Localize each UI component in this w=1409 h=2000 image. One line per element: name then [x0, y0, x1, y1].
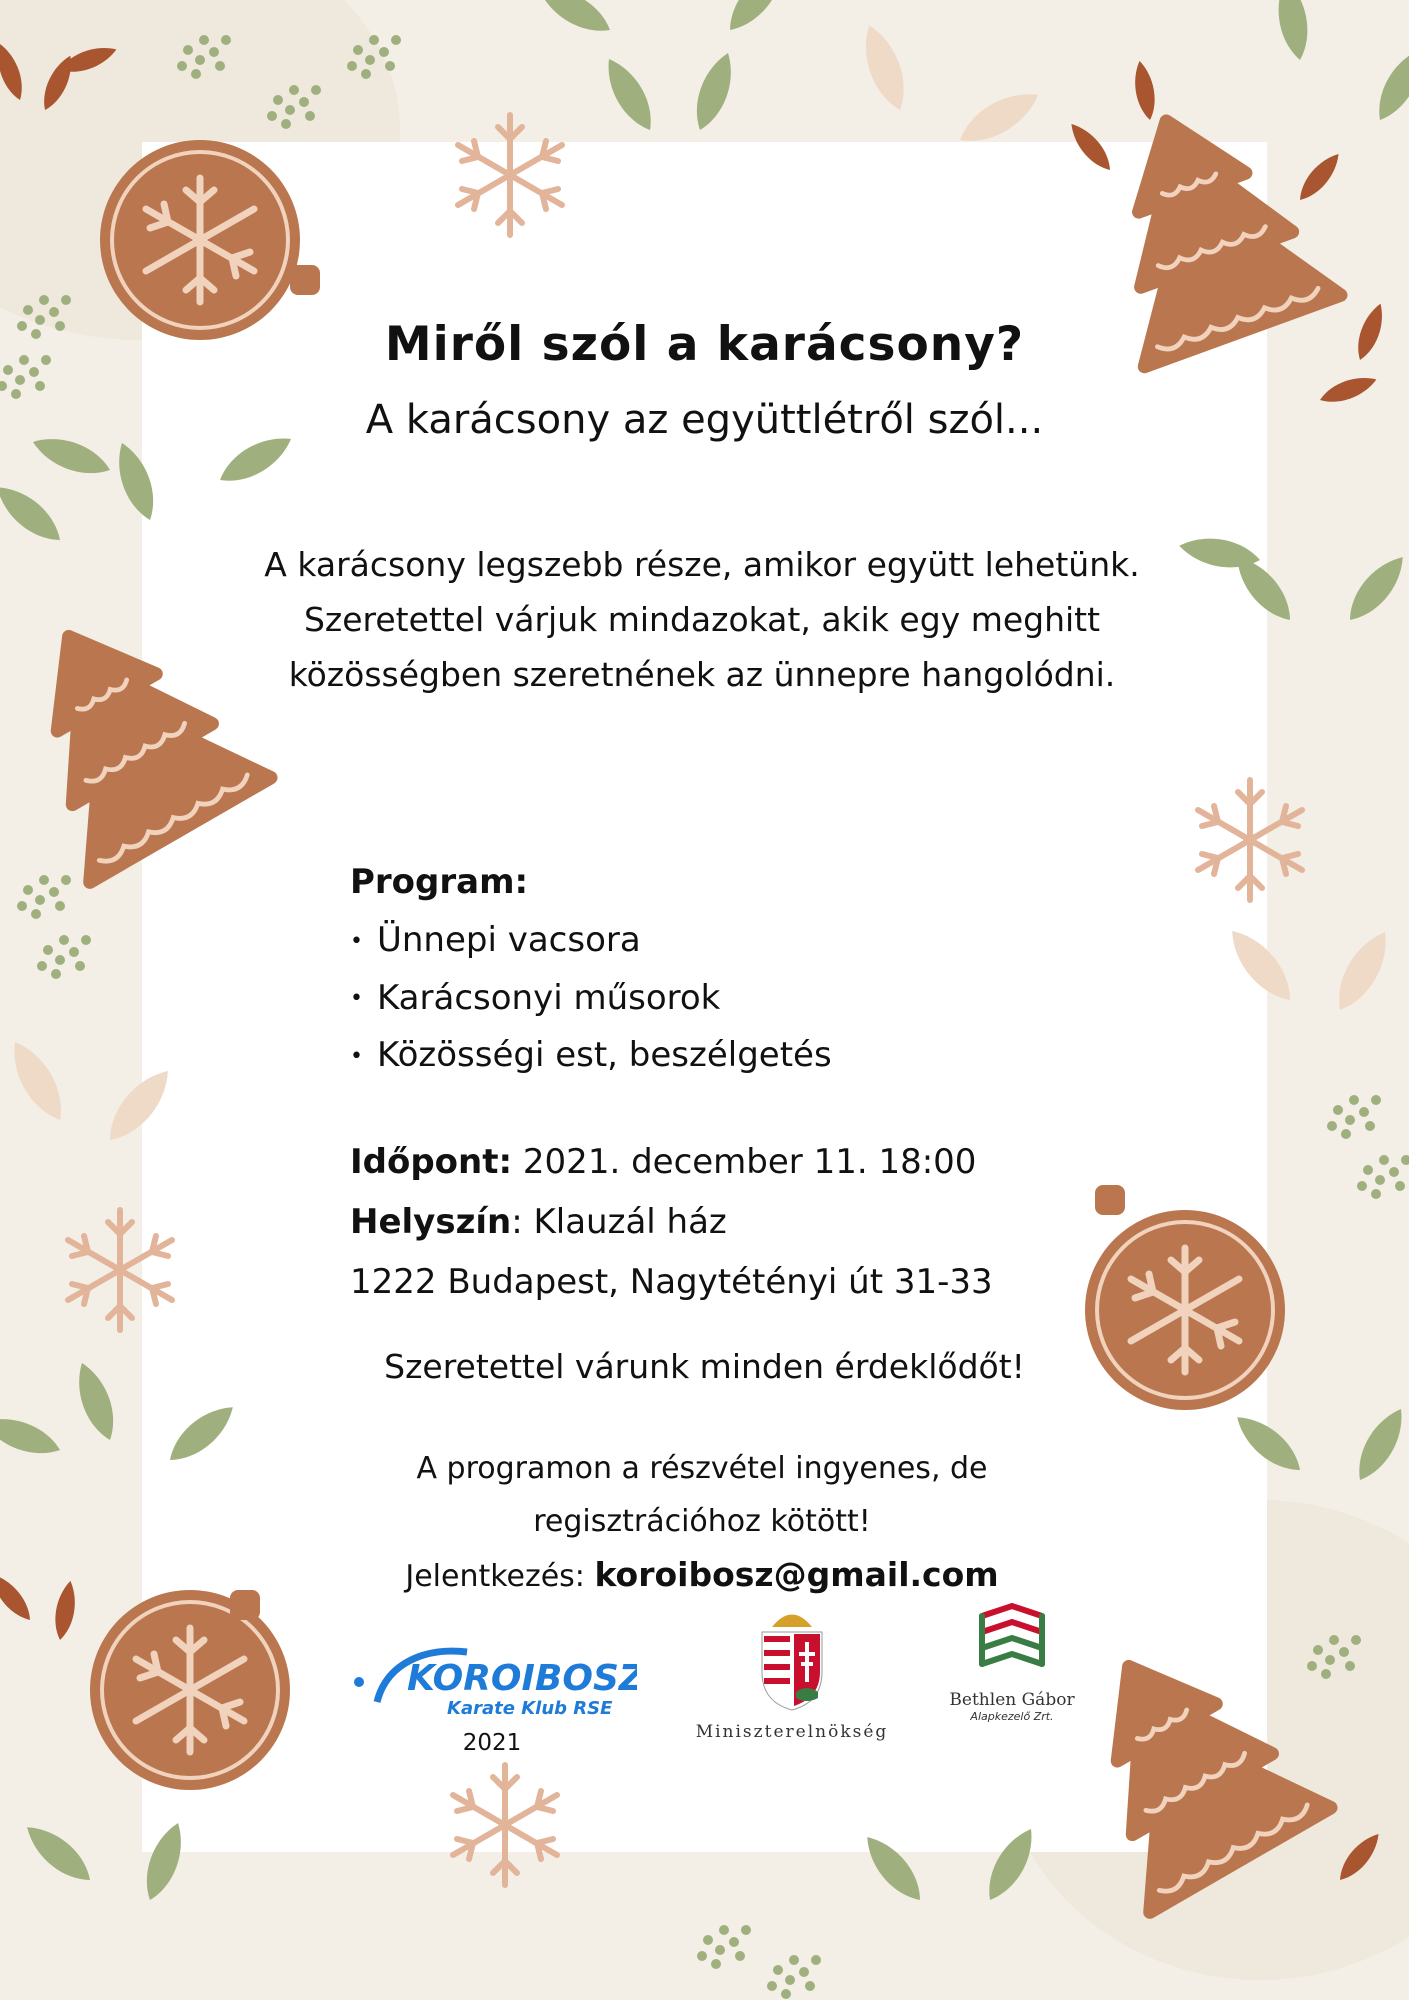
registration-line: A programon a részvétel ingyenes, de regisztrációhoz kötött!: [416, 1451, 988, 1539]
place-label: Helyszín: [350, 1202, 512, 1242]
koroibosz-sub: Karate Klub RSE: [447, 1698, 613, 1719]
program-item: • Közösségi est, beszélgetés: [350, 1027, 832, 1085]
intro-line: Szeretettel várjuk mindazokat, akik egy meghitt közösségben szeretnének az ünnepre hangolódni.: [288, 600, 1116, 694]
bethlen-mark-icon: [972, 1602, 1052, 1682]
address: 1222 Budapest, Nagytétényi út 31-33: [350, 1262, 993, 1302]
registration-contact: [312, 1548, 1092, 1603]
place-row: [350, 1192, 993, 1252]
invitation-content: [142, 142, 1267, 1852]
koroibosz-year: 2021: [462, 1730, 522, 1756]
koroibosz-wordmark: KOROIBOSZ: [407, 1658, 637, 1699]
koroibosz-swoosh-icon: [347, 1642, 637, 1722]
program-title: Program:: [350, 862, 529, 902]
place-value: : Klauzál ház: [511, 1202, 727, 1242]
program-item: • Karácsonyi műsorok: [350, 970, 832, 1028]
intro-text: [252, 537, 1152, 702]
page-subtitle: A karácsony az együttlétről szól...: [365, 397, 1044, 443]
bethlen-sub: Alapkezelő Zrt.: [970, 1710, 1054, 1723]
page-title: Miről szól a karácsony?: [384, 317, 1025, 372]
coat-of-arms-icon: [752, 1602, 832, 1712]
welcome-text: Szeretettel várunk minden érdeklődőt!: [384, 1347, 1025, 1386]
koroibosz-logo: [342, 1642, 642, 1756]
time-label: Időpont:: [350, 1142, 513, 1182]
registration-email[interactable]: koroibosz@gmail.com: [594, 1555, 999, 1594]
event-info: [350, 1132, 993, 1312]
time-row: [350, 1132, 993, 1192]
registration-label: Jelentkezés:: [405, 1559, 585, 1594]
miniszterelnokseg-label: Miniszterelnökség: [695, 1722, 889, 1742]
bethlen-label: Bethlen Gábor: [949, 1690, 1075, 1710]
miniszterelnokseg-logo: [672, 1602, 912, 1742]
registration-text: [312, 1442, 1092, 1603]
program-item: • Ünnepi vacsora: [350, 912, 832, 970]
program-list: [350, 912, 832, 1085]
time-value: 2021. december 11. 18:00: [522, 1142, 977, 1182]
bethlen-logo: [932, 1602, 1092, 1723]
intro-line: A karácsony legszebb része, amikor együtt lehetünk.: [264, 545, 1140, 584]
